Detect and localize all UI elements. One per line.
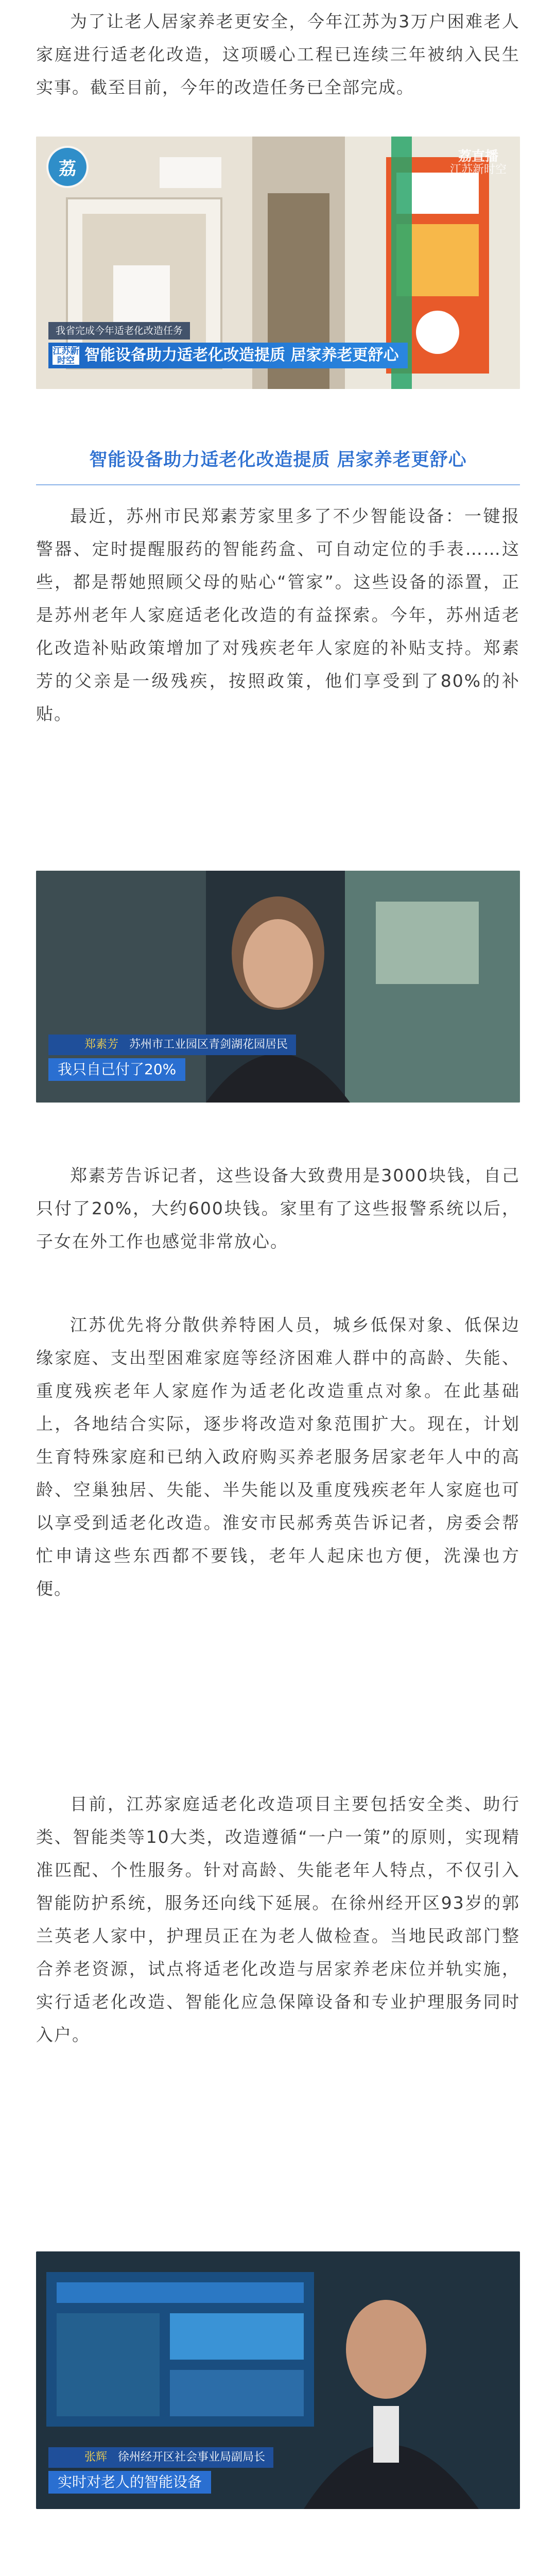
lower-third-small: 我省完成今年适老化改造任务 [48,322,190,340]
headline-underline-1 [36,484,520,485]
section1-paragraph-1 [36,500,520,731]
quote-strap-1: 我只自己付了20% [48,1058,185,1081]
speaker-title-2: 徐州经开区社会事业局副局长 [118,2451,266,2464]
news-video-still-3[interactable] [36,2251,520,2509]
news-video-still-1[interactable] [36,137,520,389]
speaker-name-strap-1 [48,1035,296,1055]
channel-badge [450,150,507,177]
channel-logo-glyph: 荔 [59,158,76,179]
speaker-name-strap-2 [48,2447,273,2468]
channel-logo [48,148,86,186]
section1-paragraph-5 [36,2571,520,2576]
section1-text-2: 郑素芳告诉记者，这些设备大致费用是3000块钱，自己只付了20%，大约600块钱。家里有了这些报警系统以后，子女在外工作也感觉非常放心。 [36,1165,520,1251]
speaker-title-1: 苏州市工业园区青剑湖花园居民 [129,1038,288,1051]
intro-paragraph [36,5,520,104]
section1-text-5 [36,2571,520,2576]
section1-text-3: 江苏优先将分散供养特困人员，城乡低保对象、低保边缘家庭、支出型困难家庭等经济困难人群中的高龄、失能、重度残疾老年人家庭作为适老化改造重点对象。在此基础上，各地结合实际，逐步将改造对象范围扩大。现在，计划生育特殊家庭和已纳入政府购买养老服务居家老年人中的高龄、空巢独居、失能、半失能以及重度残疾老年人家庭也可以享受到适老化改造。淮安市民郝秀英告诉记者，房委会帮忙申请这些东西都不要钱，老年人起床也方便，洗澡也方便。 [36,1315,520,1599]
section1-text-1: 最近，苏州市民郑素芳家里多了不少智能设备：一键报警器、定时提醒服药的智能药盒、可自动定位的手表……这些，都是帮她照顾父母的贴心“管家”。这些设备的添置，正是苏州老年人家庭适老化改造的有益探索。今年，苏州适老化改造补贴政策增加了对残疾老年人家庭的补贴支持。郑素芳的父亲是一级残疾，按照政策，他们享受到了80%的补贴。 [36,506,520,724]
office-scene-illustration [36,2251,520,2509]
section1-paragraph-2 [36,1159,520,1258]
section1-paragraph-3 [36,1309,520,1605]
badge-bottom-text: 江苏新时空 [449,163,507,176]
badge-top-text: 荔直播 [458,149,498,164]
speaker-name-1: 郑素芳 [84,1038,119,1051]
lower-third-tag: 江苏新时空 [53,346,79,366]
section1-text-4: 目前，江苏家庭适老化改造项目主要包括安全类、助行类、智能类等10大类，改造遵循“一户一策”的原则，实现精准匹配、个性服务。针对高龄、失能老年人特点，不仅引入智能防护系统，服务还向线下延展。在徐州经开区93岁的郭兰英老人家中，护理员正在为老人做检查。当地民政部门整合养老资源，试点将适老化改造与居家养老床位并轨实施，实行适老化改造、智能化应急保障设备和专业护理服务同时入户。 [36,1794,520,2045]
speaker-name-2: 张辉 [84,2451,108,2464]
section1-paragraph-4 [36,1788,520,2052]
intro-text: 为了让老人居家养老更安全，今年江苏为3万户困难老人家庭进行适老化改造，这项暖心工程已连续三年被纳入民生实事。截至目前，今年的改造任务已全部完成。 [36,11,520,97]
quote-strap-2: 实时对老人的智能设备 [48,2471,211,2494]
lower-third-main [48,343,408,368]
news-video-still-2[interactable] [36,871,520,1103]
section-headline-1: 智能设备助力适老化改造提质 居家养老更舒心 [89,450,467,470]
lower-third-main-text: 智能设备助力适老化改造提质 居家养老更舒心 [84,346,399,364]
